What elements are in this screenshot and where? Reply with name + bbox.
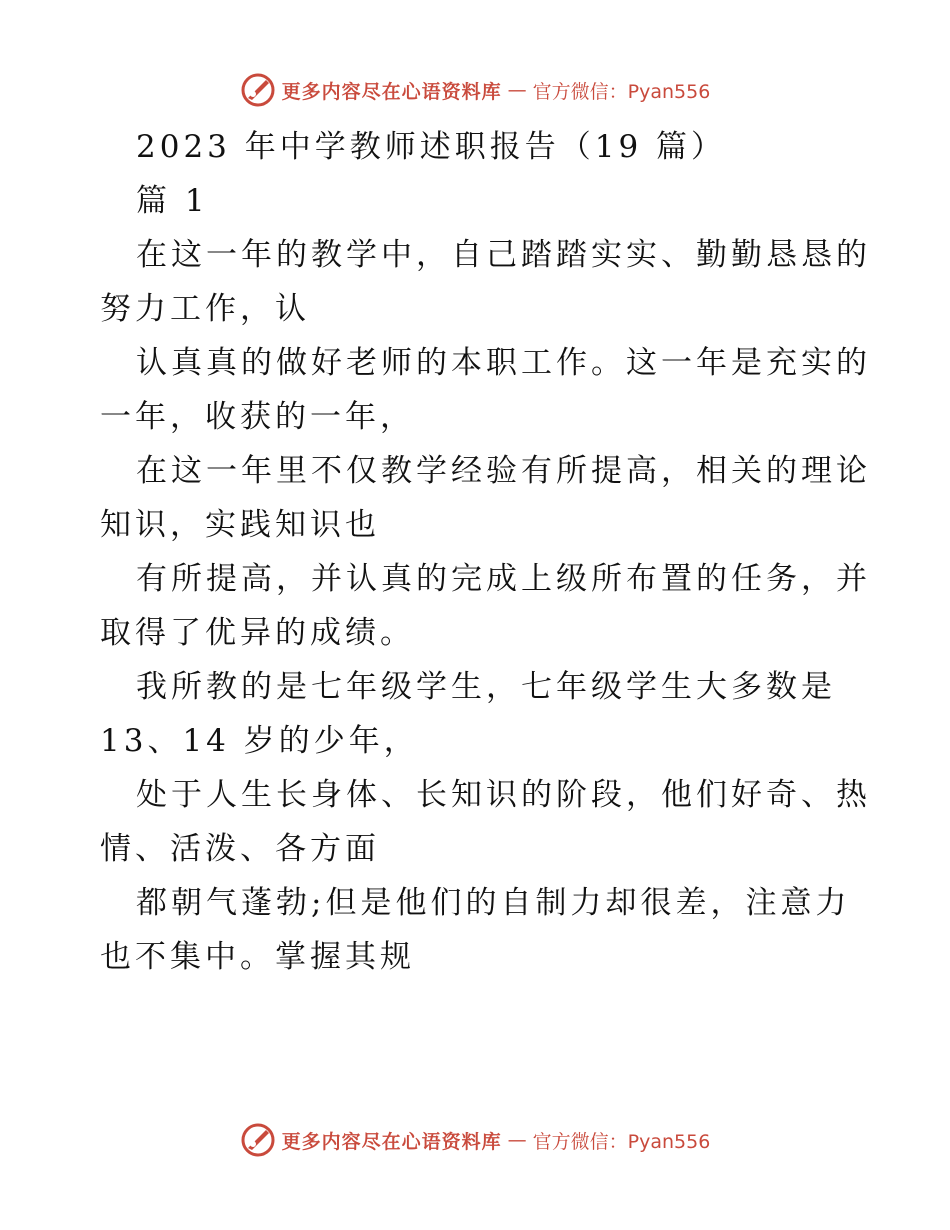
text-line: 也不集中。掌握其规 [100,939,415,975]
banner-contact: 官方微信：Pyan556 [532,1130,711,1153]
banner-dash: — [507,1129,527,1151]
banner-contact: 官方微信：Pyan556 [532,80,711,103]
text-line: 处于人生长身体、长知识的阶段，他们好奇、热 [136,777,871,813]
footer-watermark-banner [0,1120,950,1160]
logo-icon [240,72,276,108]
text-line: 一年，收获的一年， [100,399,415,435]
text-line: 13、14 岁的少年， [100,723,419,759]
text-line: 情、活泼、各方面 [100,831,380,867]
document-body [100,120,871,984]
text-line: 在这一年里不仅教学经验有所提高，相关的理论 [136,453,871,489]
banner-text: 更多内容尽在心语资料库 [281,80,502,103]
text-line: 努力工作，认 [100,291,310,327]
header-watermark-banner [0,70,950,110]
text-line: 认真真的做好老师的本职工作。这一年是充实的 [136,345,871,381]
text-line: 知识，实践知识也 [100,507,380,543]
section-heading: 篇 1 [136,183,209,219]
text-line: 有所提高，并认真的完成上级所布置的任务，并 [136,561,871,597]
text-line: 都朝气蓬勃;但是他们的自制力却很差，注意力 [136,885,851,921]
banner-text: 更多内容尽在心语资料库 [281,1130,502,1153]
banner-dash: — [507,79,527,101]
text-line: 我所教的是七年级学生，七年级学生大多数是 [136,669,836,705]
text-line: 取得了优异的成绩。 [100,615,415,651]
document-title: 2023 年中学教师述职报告（19 篇） [136,129,727,165]
logo-icon [240,1122,276,1158]
text-line: 在这一年的教学中，自己踏踏实实、勤勤恳恳的 [136,237,871,273]
